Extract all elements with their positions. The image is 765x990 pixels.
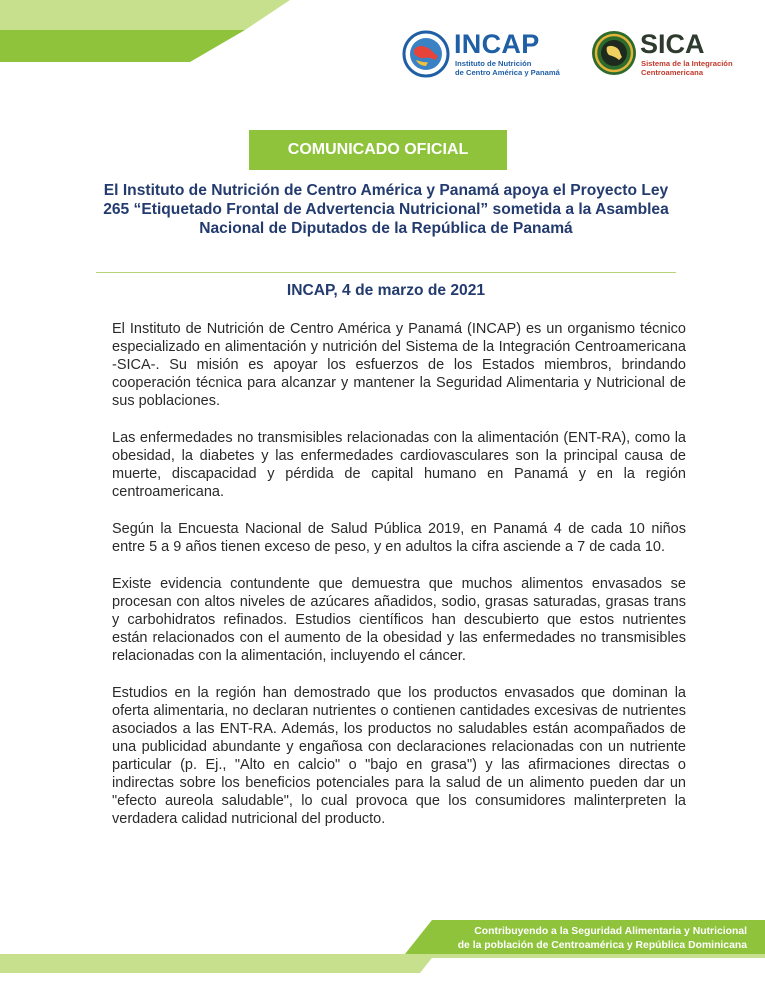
footer-tagline — [458, 925, 747, 953]
sica-logo — [590, 28, 732, 82]
incap-globe-icon — [402, 30, 450, 78]
corner-decoration — [0, 0, 290, 70]
headline-divider — [96, 272, 676, 273]
incap-logo-subtitle-line2: de Centro América y Panamá — [455, 68, 560, 77]
footer-band — [0, 918, 765, 973]
incap-logo-name: INCAP — [454, 29, 540, 59]
paragraph-4: Existe evidencia contundente que demuestra que muchos alimentos envasados se procesan con altos niveles de azúcares añadidos, sodio, grasas saturadas, grasas trans y carbohidratos refinados. Estudios científicos han descubierto que estos nutrientes están relacionados con el aumento de la obesidad y las enfermedades no transmisibles relacionadas con la alimentación, incluyendo el cáncer. — [112, 576, 686, 664]
incap-logo-subtitle — [455, 59, 560, 77]
paragraph-1: El Instituto de Nutrición de Centro América y Panamá (INCAP) es un organismo técnico especializado en alimentación y nutrición del Sistema de la Integración Centroamericana -SICA-. Su misión es apoyar los esfuerzos de los Estados miembros, brindando cooperación técnica para alcanzar y mantener la Seguridad Alimentaria y Nutricional de sus poblaciones. — [112, 321, 686, 409]
incap-logo-subtitle-line1: Instituto de Nutrición — [455, 59, 532, 68]
paragraph-5: Estudios en la región han demostrado que los productos envasados que dominan la oferta alimentaria, no declaran nutrientes o contienen cantidades excesivas de nutrientes asociados a las ENT-RA. Además, los productos no saludables están acompañados de una publicidad abundante y engañosa con declaraciones relacionadas con un nutriente particular (p. Ej., "Alto en calcio" o "bajo en grasa") y las afirmaciones directas o indirectas sobre los beneficios potenciales para la salud de un alimento pueden dar un "efecto aureola saludable", lo cual provoca que los consumidores malinterpreten la verdadera calidad nutricional del producto. — [112, 685, 686, 827]
paragraph-3: Según la Encuesta Nacional de Salud Pública 2019, en Panamá 4 de cada 10 niños entre 5 a 9 años tienen exceso de peso, y en adultos la cifra asciende a 7 de cada 10. — [112, 521, 686, 555]
sica-logo-subtitle-line2: Centroamericana — [641, 68, 704, 77]
body-text — [112, 320, 686, 847]
header-logos — [402, 28, 732, 82]
footer-tagline-line2: de la población de Centroamérica y República Dominicana — [457, 940, 747, 951]
headline: El Instituto de Nutrición de Centro América y Panamá apoya el Proyecto Ley 265 “Etiquetado Frontal de Advertencia Nutricional” sometida a la Asamblea Nacional de Diputados de la República de Panamá — [103, 182, 669, 237]
incap-logo — [402, 28, 562, 82]
dateline: INCAP, 4 de marzo de 2021 — [286, 282, 486, 299]
sica-logo-name: SICA — [640, 29, 705, 59]
sica-logo-subtitle-line1: Sistema de la Integración — [641, 59, 733, 68]
comunicado-badge: COMUNICADO OFICIAL — [249, 130, 507, 170]
sica-emblem-icon — [590, 29, 638, 77]
sica-logo-subtitle — [641, 59, 733, 77]
paragraph-2: Las enfermedades no transmisibles relacionadas con la alimentación (ENT-RA), como la obesidad, la diabetes y las enfermedades cardiovasculares son la principal causa de muerte, discapacidad y pérdida de capital humano en Panamá y en la región centroamericana. — [112, 430, 686, 500]
footer-tagline-line1: Contribuyendo a la Seguridad Alimentaria y Nutricional — [474, 926, 747, 937]
